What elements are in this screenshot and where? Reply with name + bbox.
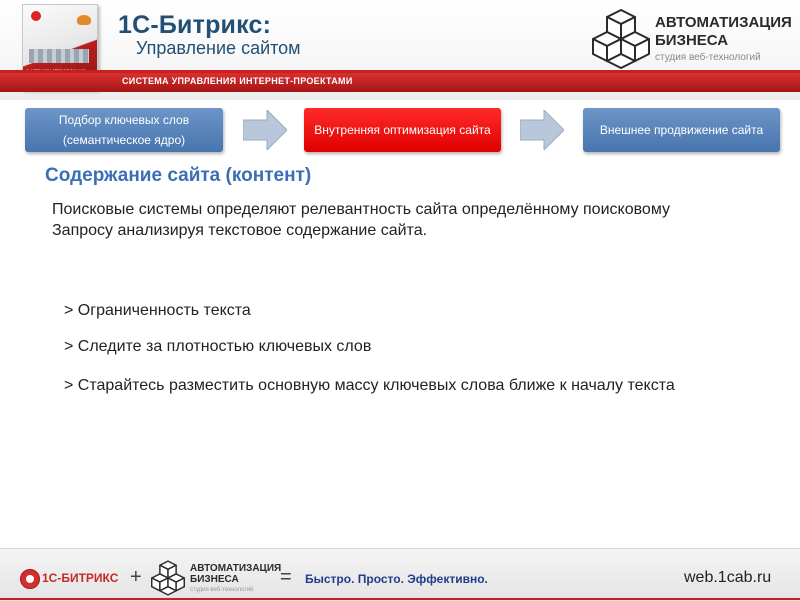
footer-logo-line2: БИЗНЕСА	[190, 574, 239, 585]
bullet-item: > Старайтесь разместить основную массу ключевых слова ближе к началу текста	[64, 377, 675, 394]
paragraph-line-2: Запросу анализируя текстовое содержание сайта.	[52, 222, 428, 239]
step-external-promotion	[583, 108, 780, 152]
company-logo-subtitle: студия веб-технологий	[655, 52, 761, 63]
step-keyword-selection	[25, 108, 223, 152]
footer-logo-line1: АВТОМАТИЗАЦИЯ	[190, 563, 282, 574]
section-title: Содержание сайта (контент)	[45, 165, 312, 186]
brand-title: 1С-Битрикс:	[118, 11, 272, 39]
company-logo-text	[655, 14, 792, 50]
footer-slogan: Быстро. Просто. Эффективно.	[305, 572, 488, 586]
bullet-item: > Следите за плотностью ключевых слов	[64, 338, 372, 355]
footer-plus: +	[130, 566, 142, 588]
tagline-strip	[0, 73, 800, 92]
arrow-right-icon	[520, 110, 564, 150]
step-1-line1: Подбор ключевых слов	[58, 113, 190, 127]
company-logo-line2: БИЗНЕСА	[655, 32, 729, 49]
butterfly-icon	[77, 15, 91, 25]
bitrix-logo-icon	[31, 11, 41, 21]
step-3-line1: Внешнее продвижение сайта	[599, 123, 764, 137]
cubes-logo-icon	[150, 560, 186, 596]
footer-equals: =	[280, 566, 292, 588]
arrow-right-icon	[243, 110, 287, 150]
paragraph-line-1: Поисковые системы определяют релевантность сайта определённому поисковому	[52, 201, 670, 218]
footer-company-logo	[190, 563, 281, 585]
bitrix-logo-icon	[20, 569, 40, 589]
footer-url-link[interactable]: web.1cab.ru	[684, 569, 772, 586]
footer-logo-subtitle: студия веб-технологий	[190, 587, 254, 593]
content-paragraph	[52, 199, 742, 241]
footer-bitrix-logo: 1С-БИТРИКС	[42, 571, 119, 585]
company-logo-line1: АВТОМАТИЗАЦИЯ	[655, 14, 792, 31]
bullet-item: > Ограниченность текста	[64, 302, 251, 319]
city-skyline-image	[29, 49, 89, 63]
step-internal-optimization	[304, 108, 501, 152]
step-2-line1: Внутренняя оптимизация сайта	[314, 123, 491, 137]
cubes-logo-icon	[590, 8, 652, 70]
tagline: СИСТЕМА УПРАВЛЕНИЯ ИНТЕРНЕТ-ПРОЕКТАМИ	[122, 76, 353, 86]
step-1-line2: (семантическое ядро)	[62, 133, 186, 147]
brand-subtitle: Управление сайтом	[136, 38, 301, 58]
